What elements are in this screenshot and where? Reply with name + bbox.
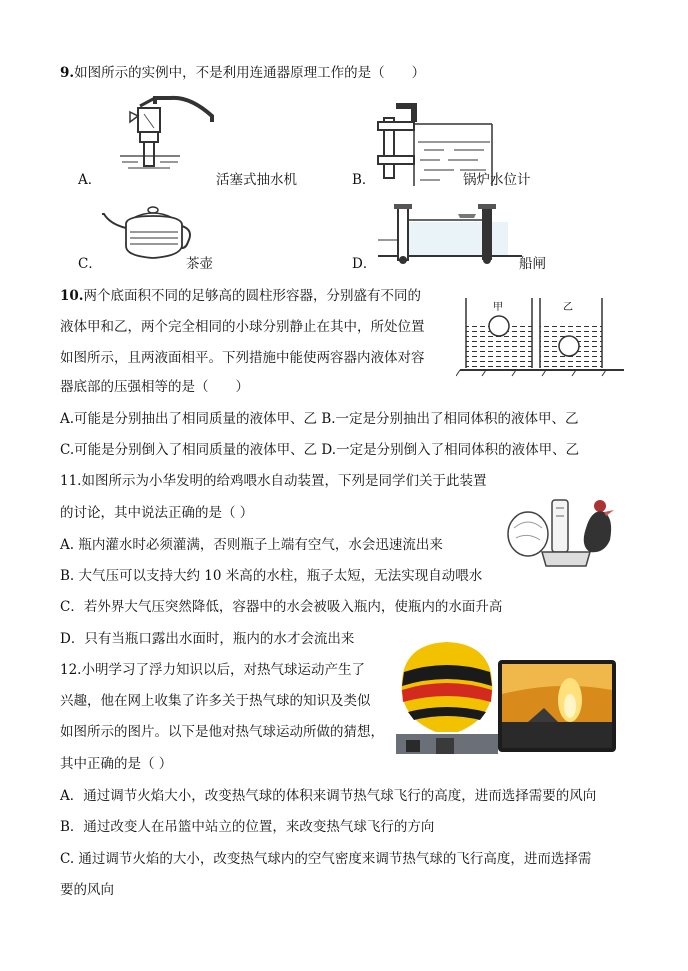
option-d-caption: 船闸 <box>519 256 546 272</box>
option-a-letter: A． <box>78 172 102 188</box>
q11-option-a: A. 瓶内灌水时必须灌满，否则瓶子上端有空气，水会迅速流出来 <box>60 537 443 553</box>
option-d-letter: D． <box>352 256 377 272</box>
option-c-letter: C． <box>78 256 102 272</box>
q12-line-3: 如图所示的图片。以下是他对热气球运动所做的猜想， <box>60 724 384 740</box>
q10-line-4: 器底部的压强相等的是（ ） <box>60 379 249 395</box>
ship-lock-figure <box>378 198 522 268</box>
q10-line-2: 液体甲和乙，两个完全相同的小球分别静止在其中，所处位置 <box>60 319 425 335</box>
q10-line-1-text: 两个底面积不同的足够高的圆柱形容器，分别盛有不同的 <box>83 288 421 304</box>
q11-line-1: 11.如图所示为小华发明的给鸡喂水自动装置，下列是同学们关于此装置 <box>60 473 487 489</box>
q9-stem-text: 如图所示的实例中，不是利用连通器原理工作的是（ ） <box>74 65 426 81</box>
q12-line-2: 兴趣，他在网上收集了许多关于热气球的知识及类似 <box>60 693 371 709</box>
q11-line-2: 的讨论，其中说法正确的是（ ） <box>60 505 254 521</box>
label-jia: 甲 <box>493 302 503 313</box>
q10-options-ab: A.可能是分别抽出了相同质量的液体甲、乙 B.一定是分别抽出了相同体积的液体甲、乙 <box>60 411 579 427</box>
hot-air-balloon-photo <box>396 636 498 754</box>
piston-pump-figure <box>100 94 220 184</box>
q12-option-b: B．通过改变人在吊篮中站立的位置，来改变热气球飞行的方向 <box>60 819 435 835</box>
q10-line-3: 如图所示，且两液面相平。下列措施中能使两容器内液体对容 <box>60 350 425 366</box>
chicken-feeder-figure <box>506 488 618 580</box>
option-c-caption: 茶壶 <box>186 256 213 272</box>
q12-option-a: A．通过调节火焰大小，改变热气球的体积来调节热气球飞行的高度，进而选择需要的风向 <box>60 788 597 804</box>
q11-option-b: B. 大气压可以支持大约 10 米高的水柱，瓶子太短，无法实现自动喂水 <box>60 568 483 584</box>
q12-option-c: C. 通过调节火焰的大小，改变热气球内的空气密度来调节热气球的飞行高度，进而选择需 <box>60 851 592 867</box>
q9-number: 9. <box>60 65 75 81</box>
q12-line-1: 12.小明学习了浮力知识以后，对热气球运动产生了 <box>60 662 365 678</box>
q11-option-d: D．只有当瓶口露出水面时，瓶内的水才会流出来 <box>60 631 355 647</box>
q12-line-4: 其中正确的是（ ） <box>60 756 173 772</box>
q11-option-c: C．若外界大气压突然降低，容器中的水会被吸入瓶内，使瓶内的水面升高 <box>60 599 503 615</box>
option-b-caption: 锅炉水位计 <box>463 172 531 188</box>
containers-figure <box>456 294 626 378</box>
q10-number: 10. <box>60 288 84 304</box>
option-b-letter: B． <box>352 172 376 188</box>
option-a-caption: 活塞式抽水机 <box>216 172 297 188</box>
balloon-burner-photo <box>498 660 616 752</box>
q12-option-c-cont: 要的风向 <box>60 882 114 898</box>
label-yi: 乙 <box>563 302 573 313</box>
q10-options-cd: C.可能是分别倒入了相同质量的液体甲、乙 D.一定是分别倒入了相同体积的液体甲、乙 <box>60 442 580 458</box>
q10-line-1 <box>60 287 421 305</box>
q9-stem <box>60 64 425 82</box>
teapot-figure <box>98 202 194 264</box>
